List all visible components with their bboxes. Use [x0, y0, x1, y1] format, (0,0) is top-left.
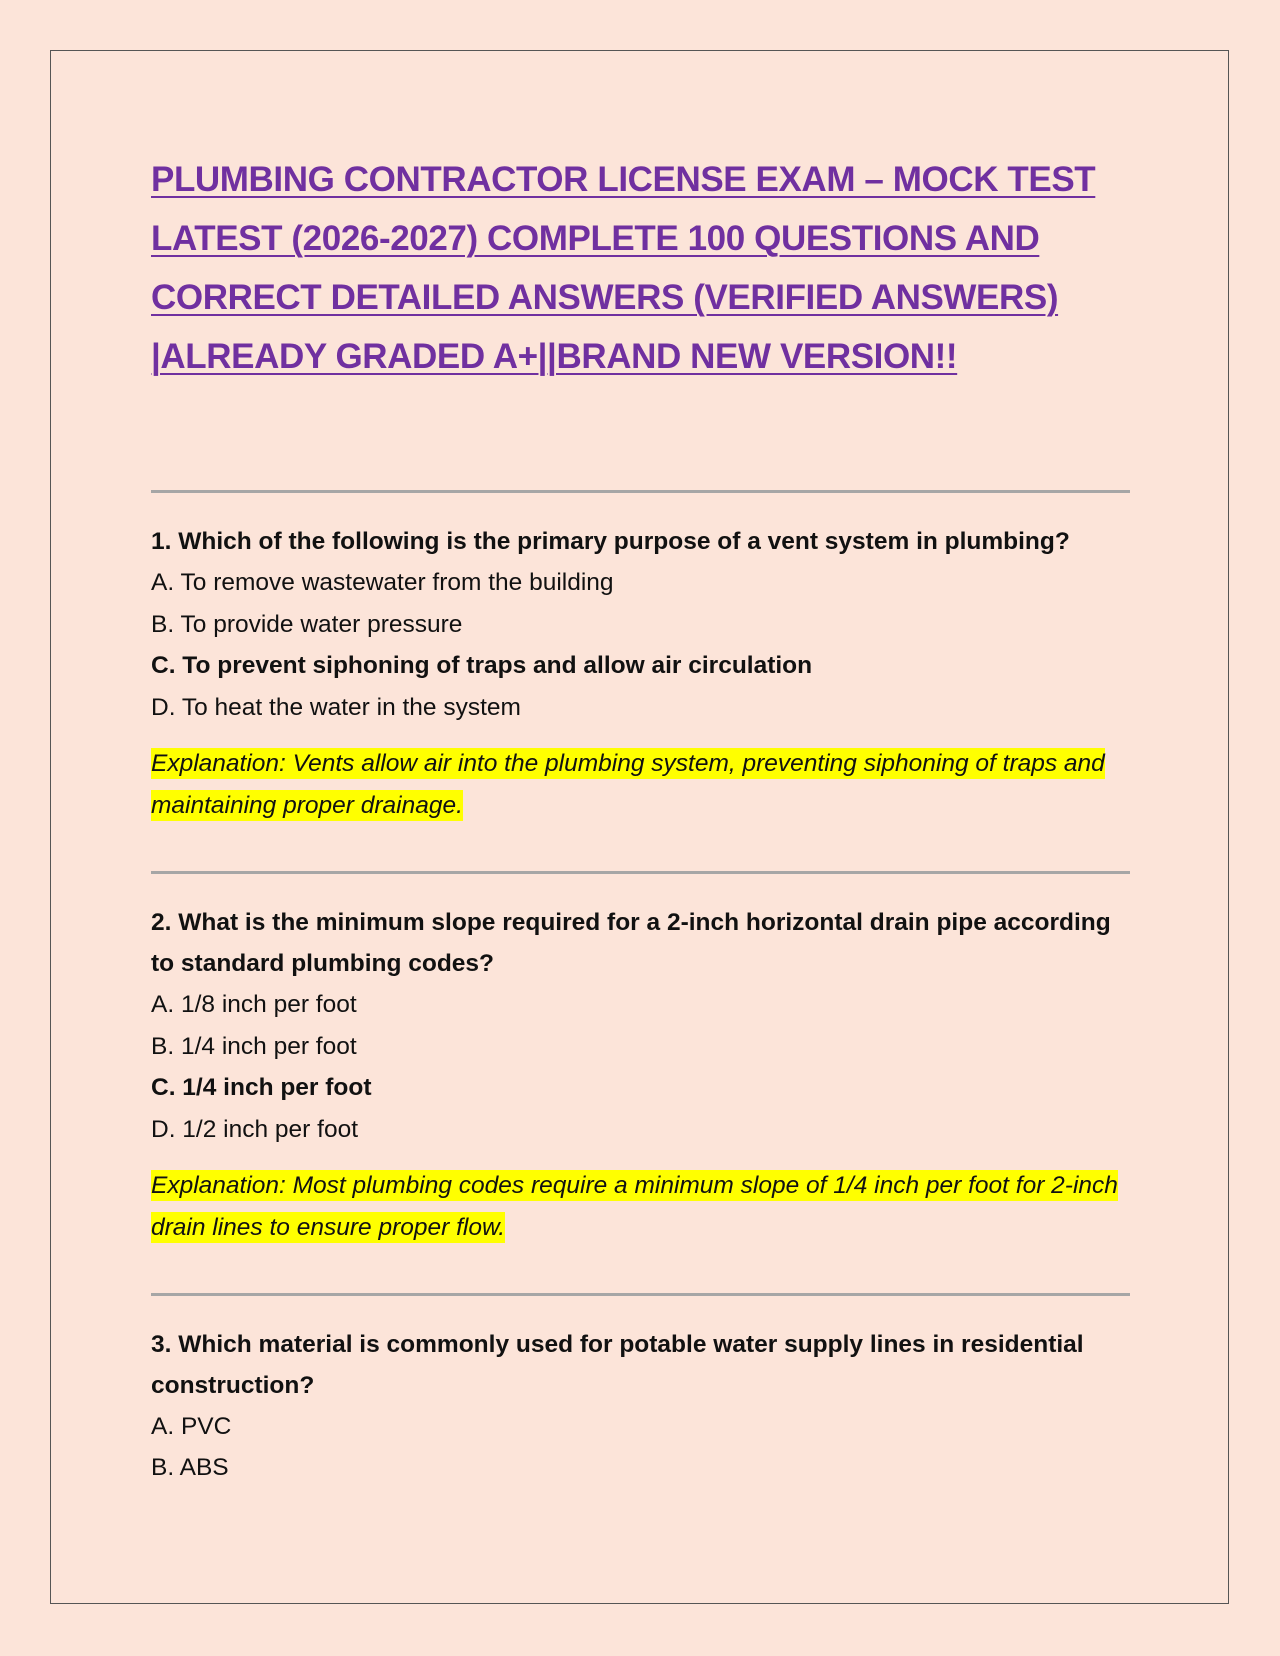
question-text: 3. Which material is commonly used for potable water supply lines in residential construction?	[151, 1330, 1084, 1399]
option-b: B. ABS	[151, 1454, 229, 1482]
question-1	[151, 493, 1131, 827]
option-d: D. To heat the water in the system	[151, 694, 521, 722]
option-b: B. 1/4 inch per foot	[151, 1032, 357, 1060]
option-c-correct: C. To prevent siphoning of traps and allow air circulation	[151, 652, 813, 680]
question-text: 2. What is the minimum slope required for a 2-inch horizontal drain pipe according to standard plumbing codes?	[151, 908, 1111, 977]
option-b: B. To provide water pressure	[151, 610, 463, 638]
question-2	[151, 874, 1131, 1249]
answer-options	[151, 984, 1131, 1151]
title-line-1: PLUMBING CONTRACTOR LICENSE EXAM – MOCK TEST	[151, 160, 1096, 199]
explanation-text: Explanation: Vents allow air into the plumbing system, preventing siphoning of traps and maintaining proper drainage.	[151, 749, 1105, 819]
answer-options	[151, 1406, 1131, 1489]
explanation	[151, 743, 1131, 827]
question-3	[151, 1296, 1131, 1489]
option-d: D. 1/2 inch per foot	[151, 1115, 359, 1143]
option-a: A. 1/8 inch per foot	[151, 990, 357, 1018]
title-line-3: CORRECT DETAILED ANSWERS (VERIFIED ANSWERS)	[151, 278, 1059, 317]
option-c-correct: C. 1/4 inch per foot	[151, 1074, 372, 1102]
question-text: 1. Which of the following is the primary purpose of a vent system in plumbing?	[151, 528, 1070, 555]
explanation-text: Explanation: Most plumbing codes require a minimum slope of 1/4 inch per foot for 2-inch drain lines to ensure proper flow.	[151, 1171, 1118, 1241]
explanation	[151, 1165, 1131, 1249]
title-line-4: |ALREADY GRADED A+||BRAND NEW VERSION!!	[151, 337, 958, 376]
option-a: A. PVC	[151, 1412, 232, 1440]
document-body	[151, 150, 1131, 1489]
option-a: A. To remove wastewater from the building	[151, 569, 614, 596]
document-title	[151, 150, 1131, 386]
title-line-2: LATEST (2026-2027) COMPLETE 100 QUESTIONS AND	[151, 219, 1040, 258]
answer-options	[151, 562, 1131, 729]
